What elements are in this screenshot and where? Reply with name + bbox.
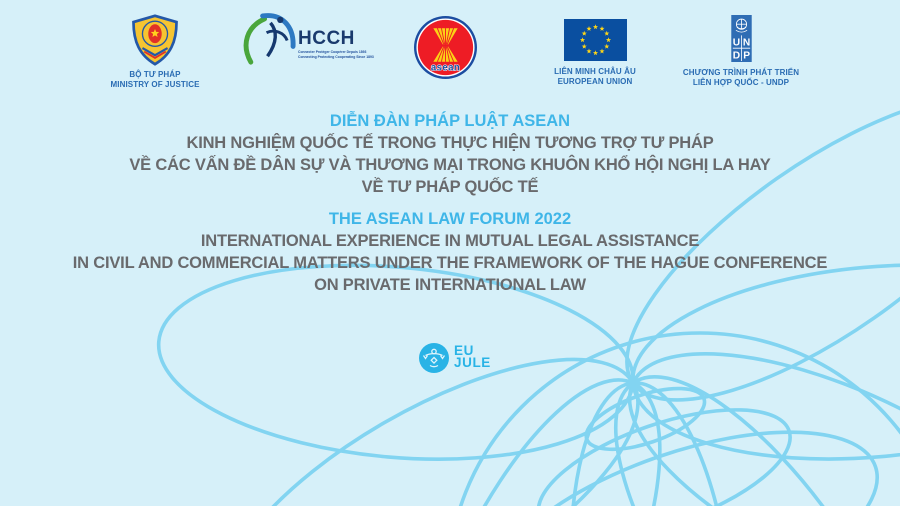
vi-title-block (0, 110, 900, 198)
eu-caption-line1: LIÊN MINH CHÂU ÂU (554, 67, 636, 76)
hcch-tagline-line1: Connecter Protéger Coopérer Depuis 1893 (298, 50, 367, 54)
undp-caption-line1: CHƯƠNG TRÌNH PHÁT TRIỂN (682, 68, 800, 77)
eujule-wordmark-line1: EU (454, 343, 474, 358)
en-line1: INTERNATIONAL EXPERIENCE IN MUTUAL LEGAL ASSISTANCE (200, 232, 700, 250)
eujule-wordmark-line2: JULE (454, 355, 491, 370)
hcch-wordmark: HCCH (298, 28, 355, 49)
vi-heading: DIỄN ĐÀN PHÁP LUẬT ASEAN (329, 112, 571, 130)
undp-letter-n: N (742, 37, 750, 49)
moj-caption-line2: MINISTRY OF JUSTICE (110, 80, 200, 89)
undp-letter-d: D (732, 50, 740, 62)
en-heading: THE ASEAN LAW FORUM 2022 (328, 210, 572, 228)
undp-letter-u: U (732, 37, 740, 49)
vi-line1: KINH NGHIỆM QUỐC TẾ TRONG THỰC HIỆN TƯƠNG TRỢ TƯ PHÁP (186, 134, 714, 152)
undp-caption-line2: LIÊN HỢP QUỐC - UNDP (692, 78, 790, 87)
en-line3: ON PRIVATE INTERNATIONAL LAW (314, 276, 586, 294)
asean-wordmark: asean (430, 62, 461, 74)
eujule-scales-icon (419, 343, 449, 373)
undp-letter-p: P (742, 50, 750, 62)
eu-caption-line2: EUROPEAN UNION (557, 77, 633, 86)
en-line2: IN CIVIL AND COMMERCIAL MATTERS UNDER THE FRAMEWORK OF THE HAGUE CONFERENCE (72, 254, 828, 272)
vi-line2: VỀ CÁC VẤN ĐỀ DÂN SỰ VÀ THƯƠNG MẠI TRONG KHUÔN KHỔ HỘI NGHỊ LA HAY (129, 156, 771, 174)
vi-line3: VỀ TƯ PHÁP QUỐC TẾ (361, 178, 539, 196)
moj-caption-line1: BỘ TƯ PHÁP (129, 70, 181, 79)
eujule-logo (419, 343, 491, 373)
hcch-tagline-line2: Connecting Protecting Cooperating Since 1893 (298, 54, 374, 59)
en-title-block (0, 208, 900, 296)
